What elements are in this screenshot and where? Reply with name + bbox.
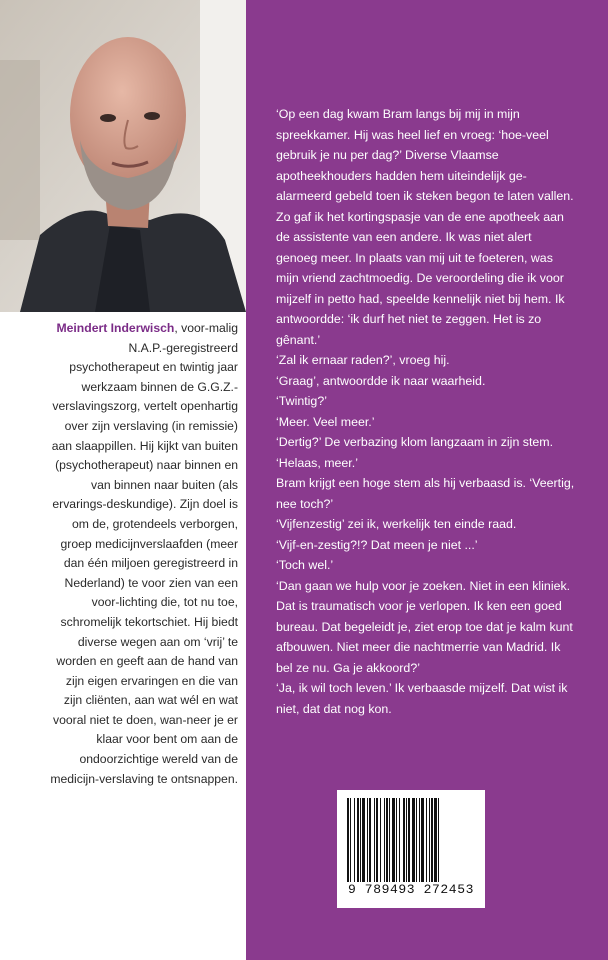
author-portrait-image — [0, 0, 246, 312]
barcode-bar — [421, 798, 424, 882]
story-paragraph: ‘Graag’, antwoordde ik naar waarheid. — [276, 373, 486, 388]
story-paragraph: ‘Zal ik ernaar raden?’, vroeg hij. — [276, 353, 450, 367]
barcode-bar — [360, 798, 361, 882]
barcode-bar — [384, 798, 385, 882]
author-name: Meindert Inderwisch — [56, 321, 175, 335]
story-paragraph: ‘Toch wel.’ — [276, 558, 334, 572]
author-photo — [0, 0, 246, 312]
barcode-bar — [406, 798, 407, 882]
isbn-number: 9 789493 272453 — [347, 882, 475, 897]
story-paragraph: ‘Ja, ik wil toch leven.’ Ik verbaasde mijzelf. Dat wist ik niet, dat dat nog kon. — [276, 681, 568, 716]
story-paragraph: ‘Vijf-en-zestig?!? Dat meen je niet ...’ — [276, 537, 478, 552]
story-excerpt — [276, 104, 576, 719]
story-paragraph: ‘Dertig?’ De verbazing klom langzaam in zijn stem. — [276, 435, 554, 449]
barcode-bar — [347, 798, 349, 882]
story-paragraph: ‘Twintig?’ — [276, 394, 327, 408]
barcode-bar — [380, 798, 381, 882]
author-bio — [48, 319, 238, 789]
barcode-bar — [386, 798, 388, 882]
barcode-bar — [396, 798, 397, 882]
story-paragraph: ‘Vijfenzestig’ zei ik, werkelijk ten einde raad. — [276, 517, 517, 531]
barcode-bar — [426, 798, 427, 882]
story-paragraph: ‘Dan gaan we hulp voor je zoeken. Niet in een kliniek. Dat is traumatisch voor je verlopen. Ik ken een goed bureau. Dat begeleidt je, ziet erop toe dat je kalm kunt afbouwen. Niet meer die nachtmerrie van Madrid. Ik bel ze nu. Ga je akkoord?’ — [276, 578, 573, 675]
author-bio-text: , voor-malig N.A.P.-geregistreerd psychotherapeut en twintig jaar werkzaam binnen de G.G.Z.-verslavingszorg, vertelt openhartig over zijn verslaving (in remissie) aan slaappillen. Hij kijkt van buiten (psychotherapeut) naar binnen en van binnen naar buiten (als ervarings-deskundige). Zijn doel is om de, grotendeels verborgen, groep medicijnverslaafden (meer dan één miljoen geregistreerd in Nederland) te voor zien van een voor-lichting die, tot nu toe, schromelijk tekortschiet. Hij biedt diverse wegen aan om ‘vrij’ te worden en geeft aan de hand van zijn eigen ervaringen en die van zijn cliënten, aan wat wél en wat vooral niet te doen, wan-neer je er klaar voor bent om aan de ondoorzichtige wereld van de medicijn-verslaving te ontsnappen. — [50, 321, 238, 786]
barcode-bar — [369, 798, 371, 882]
barcode-bar — [354, 798, 355, 882]
barcode-bar — [350, 798, 351, 882]
barcode-bar — [376, 798, 378, 882]
barcode-bar — [362, 798, 365, 882]
story-paragraph: ‘Op een dag kwam Bram langs bij mij in mijn spreekkamer. Hij was heel lief en vroeg: ‘hoe-veel gebruik je nu per dag?’ Diverse Vlaamse apotheekhouders hadden hem uiteindelijk ge-alarmeerd gebeld toen ik steken begon te laten vallen. Zo gaf ik het kortingspasje van de ene apotheek aan de assistente van een andere. Ik was niet alert genoeg meer. In plaats van mij uit te foeteren, was mijn vriend zachtmoedig. De veroordeling die ik voor mijzelf in petto had, speelde kennelijk niet bij hem. Ik antwoordde: ‘ik durf het niet te zeggen. Het is zo gênant.’ — [276, 107, 574, 347]
barcode-bar — [399, 798, 400, 882]
story-paragraph: ‘Meer. Veel meer.’ — [276, 414, 375, 429]
barcode-bar — [403, 798, 405, 882]
barcode-bar — [434, 798, 437, 882]
barcode-bar — [431, 798, 433, 882]
barcode-bar — [367, 798, 368, 882]
barcode-bar — [416, 798, 417, 882]
barcode-bar — [392, 798, 395, 882]
barcode-bar — [438, 798, 439, 882]
barcode-bar — [374, 798, 375, 882]
barcode-bar — [419, 798, 420, 882]
barcode-bars — [345, 798, 477, 882]
story-paragraph: ‘Helaas, meer.’ — [276, 455, 358, 470]
barcode-bar — [389, 798, 390, 882]
barcode-bar — [357, 798, 359, 882]
barcode-bar — [408, 798, 410, 882]
barcode — [337, 790, 485, 908]
barcode-bar — [412, 798, 415, 882]
story-paragraph: Bram krijgt een hoge stem als hij verbaasd is. ‘Veertig, nee toch?’ — [276, 476, 575, 511]
left-panel — [0, 0, 246, 960]
barcode-bar — [429, 798, 430, 882]
